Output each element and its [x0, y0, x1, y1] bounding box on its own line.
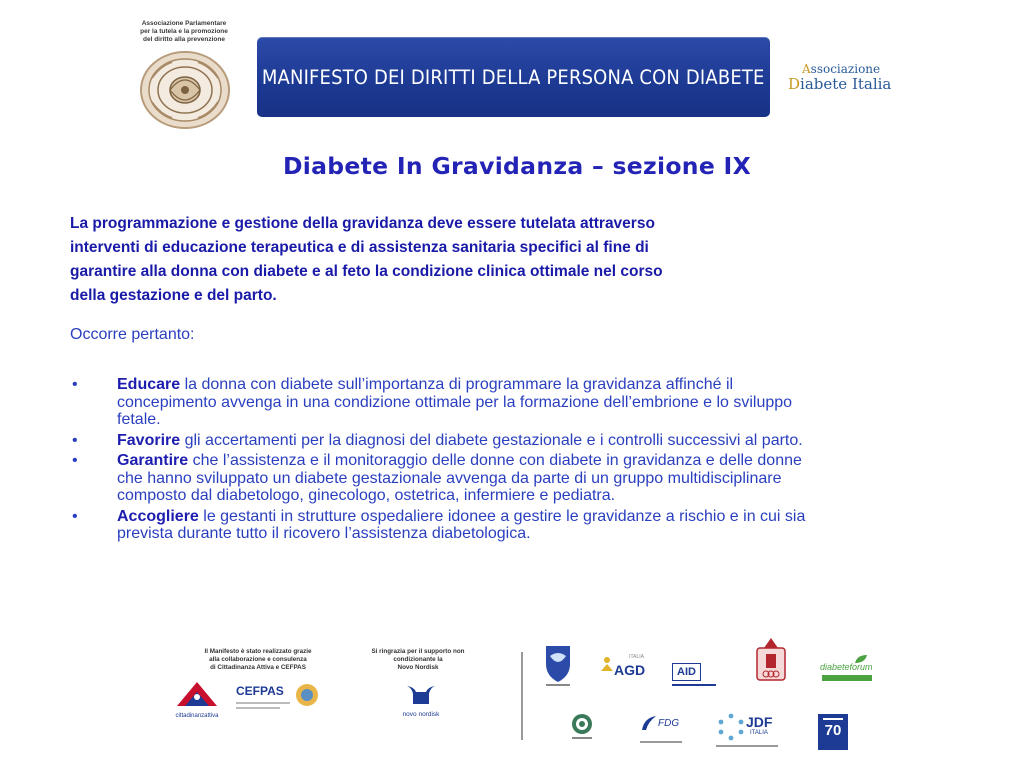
logo-line-1 — [788, 62, 898, 76]
caption-line: Novo Nordisk — [397, 664, 439, 671]
bullet-item-accogliere — [70, 508, 980, 543]
caption-line: condizionante la — [393, 656, 443, 663]
fdg-logo — [640, 714, 688, 744]
cefpas-subtitle-bar — [236, 702, 290, 704]
shield-icon — [540, 642, 576, 688]
bullet-line — [117, 432, 980, 450]
bullet-dot: • — [72, 507, 78, 525]
fdg-swoosh-icon — [640, 714, 658, 732]
novo-nordisk-bull-icon — [398, 684, 444, 706]
caption-line: per la tutela e la promozione — [140, 28, 228, 35]
banner-title: MANIFESTO DEI DIRITTI DELLA PERSONA CON DIABETE — [262, 65, 765, 89]
bullet-text: le gestanti in strutture ospedaliere idonee a gestire le gravidanze a rischio e in cui sia — [198, 507, 806, 525]
logo-text: ssociazione — [810, 62, 881, 76]
diabeteforum-logo — [820, 654, 878, 684]
logo-text: Italia — [851, 75, 892, 93]
bullet-line — [117, 508, 980, 526]
sos-number: 70 — [824, 722, 842, 739]
agd-logo — [600, 654, 644, 686]
caption-line: alla collaborazione e consulenza — [209, 656, 307, 663]
logo-text: iabete — [800, 75, 852, 93]
caption-line: di Cittadinanza Attiva e CEFPAS — [210, 664, 306, 671]
logo-initial: D — [788, 75, 801, 93]
bullet-text: la donna con diabete sull’importanza di programmare la gravidanza affinché il — [180, 376, 734, 393]
bullet-dot: • — [72, 431, 78, 449]
intro-paragraph — [70, 212, 840, 308]
bullet-line: prevista durante tutto il ricovero l’assistenza diabetologica. — [117, 525, 531, 542]
intro-line: interventi di educazione terapeutica e di assistenza sanitaria specifici al fine di — [70, 239, 649, 256]
intro-line: della gestazione e del parto. — [70, 287, 277, 304]
agd-top-label: ITALIA — [629, 654, 644, 660]
sos-top-bar — [823, 718, 843, 720]
novo-nordisk-logo — [398, 684, 444, 718]
footer-caption-collaboration — [183, 648, 333, 672]
sos-diabete-logo — [818, 714, 848, 750]
footer-caption-sponsor — [358, 648, 478, 672]
diabeteforum-bar — [822, 675, 872, 681]
bullet-line — [117, 452, 980, 470]
aid-underline — [672, 684, 716, 686]
jdf-dots-icon — [716, 712, 746, 742]
bullet-dot: • — [72, 452, 78, 469]
jdf-label: JDF — [746, 714, 773, 730]
diabeteforum-label: diabeteforum — [820, 662, 873, 672]
cefpas-logo — [236, 684, 322, 714]
jdf-subtitle-bar — [716, 745, 778, 747]
bullet-keyword: Garantire — [117, 452, 189, 469]
cefpas-emblem-icon — [294, 682, 320, 708]
caption-line: Si ringrazia per il supporto non — [371, 648, 465, 655]
cefpas-subtitle-bar — [236, 707, 280, 709]
jdf-sub-label: ITALIA — [750, 730, 768, 736]
bullet-line: fetale. — [117, 411, 161, 428]
jdf-italia-logo — [716, 712, 782, 752]
bullet-text: che l’assistenza e il monitoraggio delle donne con diabete in gravidanza e delle donne — [188, 452, 802, 469]
cittadinanzattiva-label: cittadinanzattiva — [175, 713, 219, 719]
bullet-item-garantire — [70, 452, 980, 505]
aid-label: AID — [672, 663, 701, 681]
bullet-line: che hanno sviluppato un diabete gestazionale avvenga da parte di un gruppo multidisciplinare — [117, 469, 782, 487]
logo-initial: A — [802, 62, 811, 76]
bullet-keyword: Educare — [117, 376, 181, 393]
bullet-text: gli accertamenti per la diagnosi del diabete gestazionale e i controlli successivi al parto. — [180, 431, 803, 449]
agd-figure-icon — [600, 656, 614, 672]
partner-shield-logo — [540, 642, 576, 688]
caption-line: del diritto alla prevenzione — [143, 36, 225, 43]
caption-line: Associazione Parlamentare — [141, 20, 227, 27]
fdg-label: FDG — [658, 718, 680, 729]
bullet-list — [70, 376, 980, 546]
cittadinanzattiva-logo — [173, 680, 221, 719]
intro-line: La programmazione e gestione della gravidanza deve essere tutelata attraverso — [70, 215, 655, 232]
assoc-parlamentare-caption — [128, 20, 240, 44]
footer-divider — [521, 652, 523, 740]
cittadinanzattiva-symbol-icon — [173, 680, 221, 708]
bullet-item-educare — [70, 376, 980, 429]
bullet-line — [117, 376, 980, 394]
bullet-item-favorire — [70, 432, 980, 450]
aid-logo — [672, 662, 720, 688]
round-emblem-icon — [568, 712, 596, 742]
associazione-diabete-italia-logo — [788, 62, 898, 93]
fdg-subtitle-bar — [640, 741, 682, 743]
caption-line: Il Manifesto è stato realizzato grazie — [204, 648, 312, 655]
bullet-line: composto dal diabetologo, ginecologo, ostetrica, infermiere e pediatra. — [117, 487, 616, 504]
page-title: Diabete In Gravidanza – sezione IX — [282, 152, 752, 180]
logo-line-2 — [788, 75, 898, 93]
assoc-parlamentare-seal-logo — [130, 48, 240, 132]
intro-line: garantire alla donna con diabete e al feto la condizione clinica ottimale nel corso — [70, 263, 663, 280]
partner-round-logo — [568, 712, 596, 742]
crest-icon — [754, 636, 788, 686]
bullet-dot: • — [72, 376, 78, 393]
lead-text: Occorre pertanto: — [70, 326, 195, 343]
agd-label: AGD — [614, 662, 646, 678]
cefpas-label: CEFPAS — [236, 684, 284, 698]
manifesto-banner — [257, 37, 770, 117]
bullet-line: concepimento avvenga in una condizione ottimale per la formazione dell’embrione e lo sviluppo — [117, 393, 793, 411]
novo-nordisk-label: novo nordisk — [402, 711, 440, 718]
bullet-keyword: Favorire — [117, 431, 181, 449]
partner-crest-logo — [754, 636, 788, 686]
bullet-keyword: Accogliere — [117, 507, 199, 525]
